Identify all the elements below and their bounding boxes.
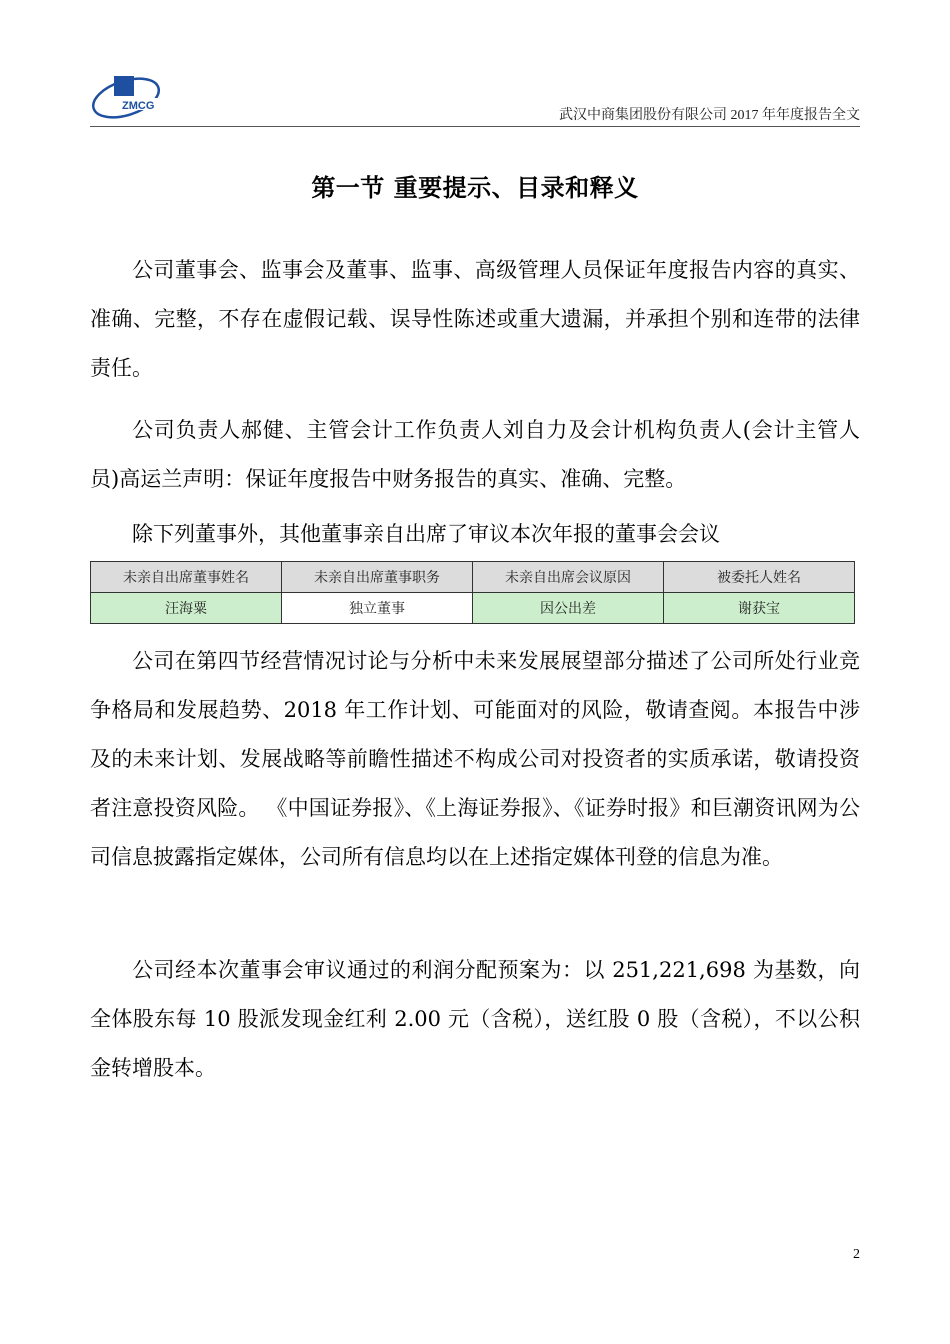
paragraph-profit-distribution: 公司经本次董事会审议通过的利润分配预案为：以 251,221,698 为基数，向全体股东每 10 股派发现金红利 2.00 元（含税），送红股 0 股（含税），不以公积金转增股本。	[90, 958, 860, 1080]
absent-directors-table	[90, 561, 855, 624]
paragraph-responsibility: 公司董事会、监事会及董事、监事、高级管理人员保证年度报告内容的真实、准确、完整，不存在虚假记载、误导性陈述或重大遗漏，并承担个别和连带的法律责任。	[90, 258, 860, 380]
header-title: 武汉中商集团股份有限公司 2017 年年度报告全文	[559, 108, 860, 123]
paragraph-forward-looking: 公司在第四节经营情况讨论与分析中未来发展展望部分描述了公司所处行业竞争格局和发展趋势、2018 年工作计划、可能面对的风险，敬请查阅。本报告中涉及的未来计划、发展战略等前瞻性描述不构成公司对投资者的实质承诺，敬请投资者注意投资风险。 《中国证券报》、《上海证券报》、《证券时报》和巨潮资讯网为公司信息披露指定媒体，公司所有信息均以在上述指定媒体刊登的信息为准。	[90, 649, 860, 869]
table-header-cell: 未亲自出席董事职务	[282, 562, 473, 593]
section-title: 第一节 重要提示、目录和释义	[311, 173, 639, 202]
table-cell: 因公出差	[473, 593, 664, 624]
paragraph-declaration: 公司负责人郝健、主管会计工作负责人刘自力及会计机构负责人(会计主管人员)高运兰声明：保证年度报告中财务报告的真实、准确、完整。	[90, 418, 860, 491]
table-header-row	[91, 562, 855, 593]
logo-text: ZMCG	[122, 100, 155, 112]
table-header-cell: 未亲自出席董事姓名	[91, 562, 282, 593]
table-cell: 汪海粟	[91, 593, 282, 624]
page-number: 2	[853, 1247, 860, 1262]
paragraph-absent-directors: 除下列董事外，其他董事亲自出席了审议本次年报的董事会会议	[132, 522, 720, 546]
table-cell: 独立董事	[282, 593, 473, 624]
table-header-cell: 未亲自出席会议原因	[473, 562, 664, 593]
table-row	[91, 593, 855, 624]
table-cell: 谢获宝	[664, 593, 855, 624]
company-logo	[88, 68, 168, 122]
header-divider	[90, 126, 860, 127]
table-header-cell: 被委托人姓名	[664, 562, 855, 593]
